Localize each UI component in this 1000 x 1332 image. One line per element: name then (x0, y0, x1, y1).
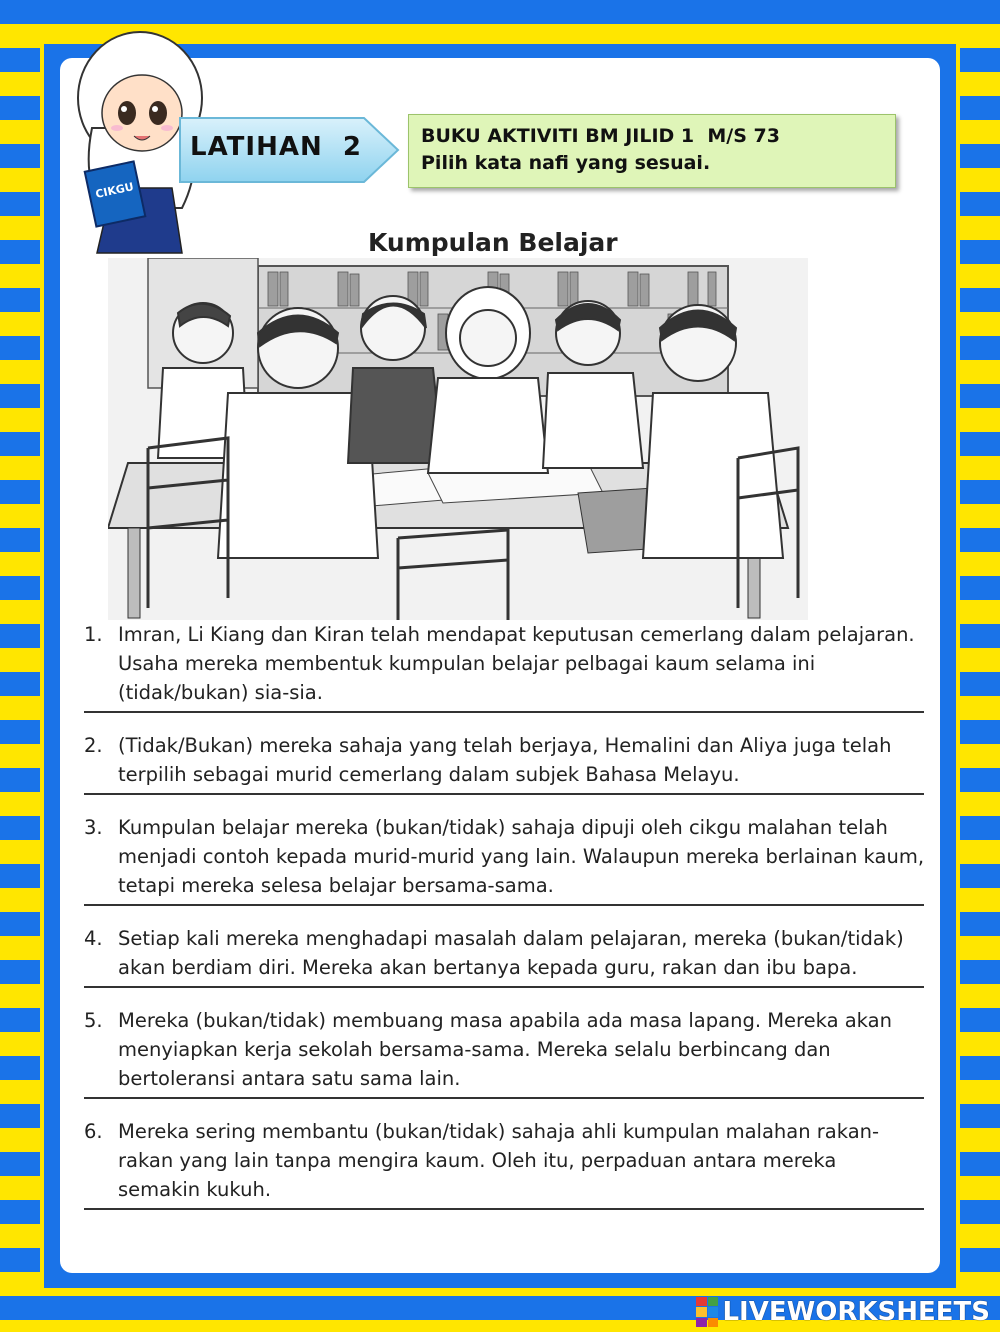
study-group-illustration (108, 258, 808, 620)
question-item (84, 1117, 924, 1210)
brand-name: LIVEWORKSHEETS (722, 1297, 990, 1327)
latihan-title: LATIHAN 2 (190, 132, 362, 162)
svg-text:CIKGU: CIKGU (94, 180, 135, 201)
question-text: Imran, Li Kiang dan Kiran telah mendapat keputusan cemerlang dalam pelajaran. Usaha mereka membentuk kumpulan belajar pelbagai kaum selama ini (tidak/bukan) sia-sia. (118, 623, 915, 704)
question-item (84, 620, 924, 713)
question-list (84, 620, 924, 1228)
question-text: Setiap kali mereka menghadapi masalah dalam pelajaran, mereka (bukan/tidak) akan berdiam diri. Mereka akan bertanya kepada guru, rakan dan ibu bapa. (118, 927, 904, 979)
instruction-box (408, 114, 896, 188)
question-item (84, 924, 924, 988)
liveworksheets-brand[interactable] (696, 1296, 990, 1328)
question-number: 3. (84, 816, 103, 839)
liveworksheets-logo-icon (696, 1297, 718, 1327)
question-item (84, 1006, 924, 1099)
question-item (84, 813, 924, 906)
question-item (84, 731, 924, 795)
instruction-task: Pilih kata nafi yang sesuai. (421, 152, 711, 174)
latihan-label (178, 114, 402, 186)
question-text: Mereka (bukan/tidak) membuang masa apabila ada masa lapang. Mereka akan menyiapkan kerja sekolah bersama-sama. Mereka selalu berbincang dan bertoleransi antara satu sama lain. (118, 1009, 892, 1090)
instruction-source: BUKU AKTIVITI BM JILID 1 M/S 73 (421, 125, 780, 147)
question-number: 4. (84, 927, 103, 950)
question-number: 5. (84, 1009, 103, 1032)
question-text: (Tidak/Bukan) mereka sahaja yang telah berjaya, Hemalini dan Aliya juga telah terpilih sebagai murid cemerlang dalam subjek Bahasa Melayu. (118, 734, 892, 786)
question-number: 6. (84, 1120, 103, 1143)
question-text: Mereka sering membantu (bukan/tidak) sahaja ahli kumpulan malahan rakan-rakan yang lain tanpa mengira kaum. Oleh itu, perpaduan antara mereka semakin kukuh. (118, 1120, 880, 1201)
question-text: Kumpulan belajar mereka (bukan/tidak) sahaja dipuji oleh cikgu malahan telah menjadi contoh kepada murid-murid yang lain. Walaupun mereka berlainan kaum, tetapi mereka selesa belajar bersama-sama. (118, 816, 925, 897)
question-number: 2. (84, 734, 103, 757)
question-number: 1. (84, 623, 103, 646)
illustration-title: Kumpulan Belajar (368, 228, 618, 257)
